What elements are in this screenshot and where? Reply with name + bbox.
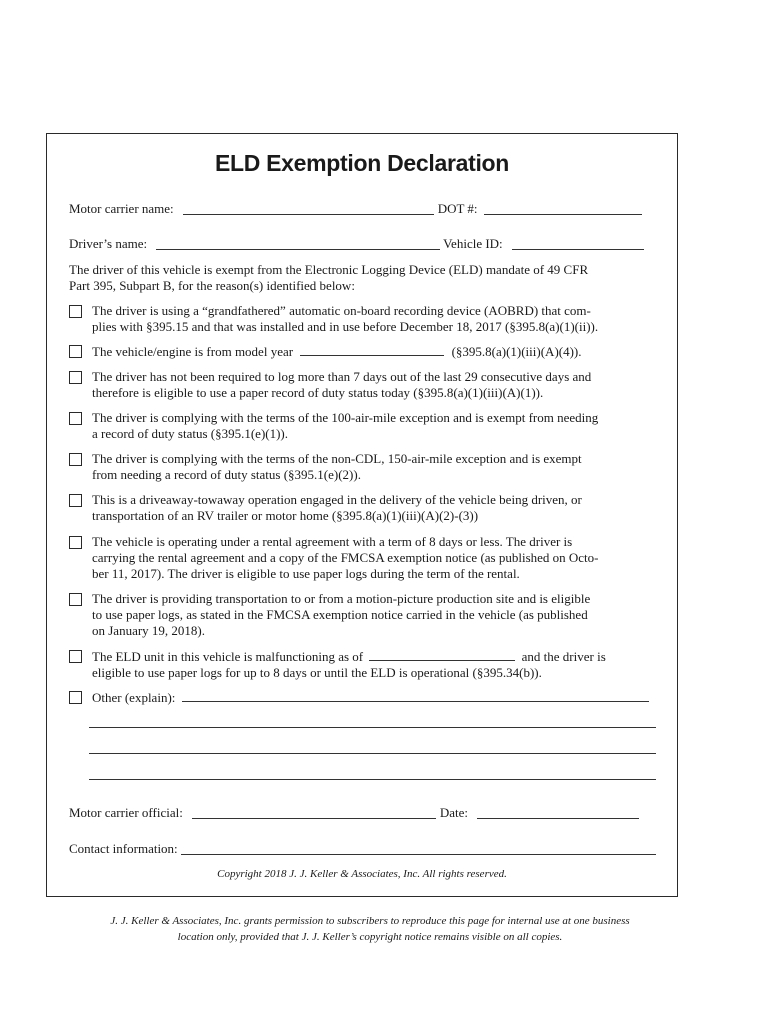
driver-row [69,236,656,252]
item-line: plies with §395.15 and that was installed and in use before December 18, 2017 (§395.8(a)(1)(ii)). [92,319,599,334]
checkbox-motion-picture[interactable] [69,593,82,606]
dot-label: DOT #: [437,201,478,216]
vehicle-id-field[interactable] [512,237,644,250]
other-explain-line[interactable] [89,753,656,754]
item-line: a record of duty status (§395.1(e)(1)). [92,426,289,441]
checkbox-eld-malfunction[interactable] [69,650,82,663]
motor-carrier-label: Motor carrier name: [69,201,174,216]
intro-line: The driver of this vehicle is exempt from the Electronic Logging Device (ELD) mandate of 49 CFR [69,262,589,277]
date-label: Date: [439,805,468,820]
official-field[interactable] [192,806,436,819]
item-line: therefore is eligible to use a paper record of duty status today (§395.8(a)(1)(iii)(A)(1)). [92,385,544,400]
vehicle-id-label: Vehicle ID: [443,236,503,251]
driver-name-field[interactable] [156,237,440,250]
intro-line: Part 395, Subpart B, for the reason(s) identified below: [69,278,355,293]
other-explain-line[interactable] [89,727,656,728]
item-line: on January 19, 2018). [92,623,206,638]
malfunction-date-field[interactable] [369,648,515,661]
permission-notice [40,913,700,945]
checkbox-150-air-mile[interactable] [69,453,82,466]
checkbox-100-air-mile[interactable] [69,412,82,425]
contact-row [69,841,656,857]
item-line: The driver is complying with the terms of the non-CDL, 150-air-mile exception and is exempt [92,451,582,466]
checkbox-aobrd[interactable] [69,305,82,318]
checkbox-rental[interactable] [69,536,82,549]
intro-text [69,262,656,294]
other-label: Other (explain): [92,690,176,705]
form-title: ELD Exemption Declaration [214,150,510,176]
item-line: The driver is complying with the terms of the 100-air-mile exception and is exempt from needing [92,410,599,425]
motor-carrier-field[interactable] [183,202,434,215]
item-line: The driver has not been required to log more than 7 days out of the last 29 consecutive days and [92,369,592,384]
item-line: The vehicle is operating under a rental agreement with a term of 8 days or less. The driver is [92,534,573,549]
item-line: The driver is providing transportation to or from a motion-picture production site and is eligible [92,591,591,606]
other-explain-field[interactable] [182,689,649,702]
item-line: eligible to use paper logs for up to 8 days or until the ELD is operational (§395.34(b)). [92,665,542,680]
item-line: transportation of an RV trailer or motor home (§395.8(a)(1)(iii)(A)(2)-(3)) [92,508,479,523]
checkbox-7-of-29[interactable] [69,371,82,384]
date-field[interactable] [477,806,639,819]
checkbox-driveaway[interactable] [69,494,82,507]
item-line: carrying the rental agreement and a copy of the FMCSA exemption notice (as published on Octo- [92,550,599,565]
permission-line: location only, provided that J. J. Keller’s copyright notice remains visible on all copies. [177,931,563,943]
item-text-before: The ELD unit in this vehicle is malfunctioning as of [92,649,364,664]
other-explain-line[interactable] [89,779,656,780]
motor-carrier-row [69,201,656,217]
official-row [69,805,656,821]
contact-label: Contact information: [69,841,178,856]
item-text-before: The vehicle/engine is from model year [92,344,294,359]
contact-field[interactable] [181,842,656,855]
item-text-after: (§395.8(a)(1)(iii)(A)(4)). [451,344,582,359]
copyright-notice: Copyright 2018 J. J. Keller & Associates, Inc. All rights reserved. [217,868,507,880]
item-line: The driver is using a “grandfathered” automatic on-board recording device (AOBRD) that com- [92,303,591,318]
model-year-field[interactable] [300,343,444,356]
driver-label: Driver’s name: [69,236,148,251]
checkbox-other[interactable] [69,691,82,704]
item-line: This is a driveaway-towaway operation engaged in the delivery of the vehicle being driven, or [92,492,582,507]
permission-line: J. J. Keller & Associates, Inc. grants permission to subscribers to reproduce this page for internal use at one business [110,915,630,927]
item-text-after: and the driver is [521,649,606,664]
official-label: Motor carrier official: [69,805,183,820]
checkbox-model-year[interactable] [69,345,82,358]
item-line: to use paper logs, as stated in the FMCSA exemption notice carried in the vehicle (as published [92,607,588,622]
dot-field[interactable] [484,202,642,215]
item-line: ber 11, 2017). The driver is eligible to use paper logs during the term of the rental. [92,566,520,581]
item-line: from needing a record of duty status (§395.1(e)(2)). [92,467,361,482]
